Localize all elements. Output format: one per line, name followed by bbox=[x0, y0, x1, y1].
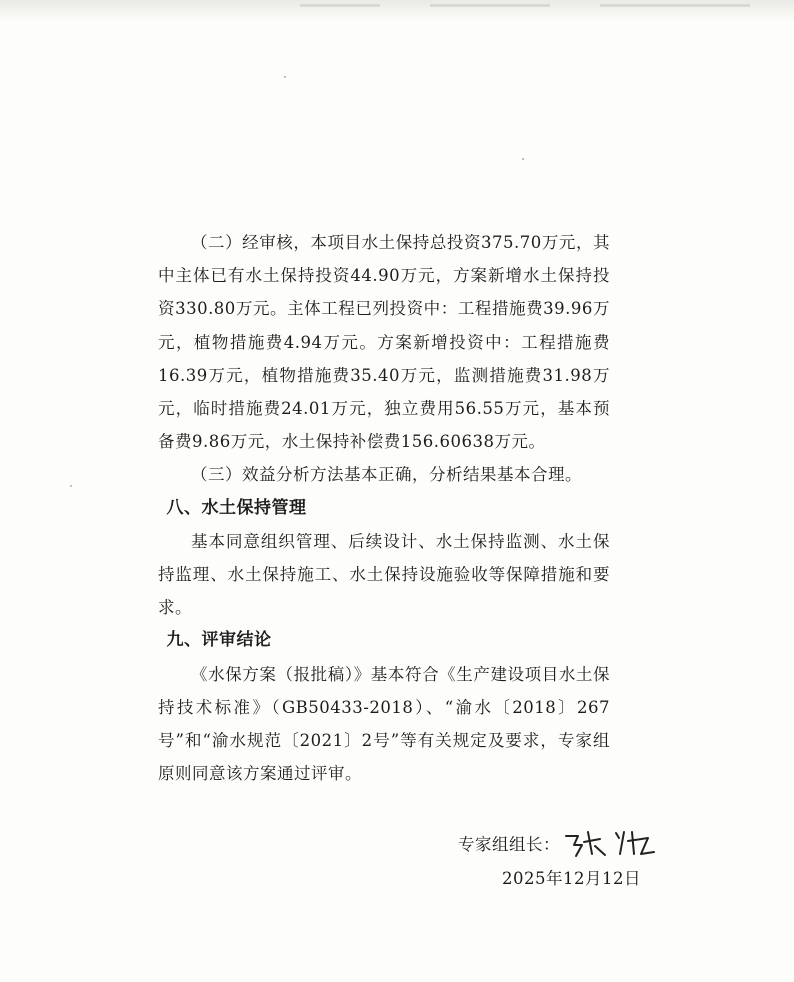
speck bbox=[70, 485, 72, 487]
handwritten-signature bbox=[562, 826, 662, 860]
speck bbox=[522, 158, 524, 160]
section-heading-conclusion: 九、评审结论 bbox=[166, 630, 272, 651]
signature-label: 专家组组长： bbox=[458, 835, 560, 854]
signature-date: 2025年12月12日 bbox=[502, 869, 641, 888]
document-body bbox=[158, 226, 610, 790]
benefit-analysis-paragraph: （三）效益分析方法基本正确，分析结果基本合理。 bbox=[191, 465, 582, 485]
section-heading-management: 八、水土保持管理 bbox=[166, 497, 307, 518]
conclusion-paragraph: 《水保方案（报批稿）》基本符合《生产建设项目水土保持技术标准》（GB50433-2018）、“渝水〔2018〕267号”和“渝水规范〔2021〕2号”等有关规定及要求，专家组原则同意该方案通过评审。 bbox=[158, 664, 610, 784]
investment-paragraph: （二）经审核，本项目水土保持总投资375.70万元，其中主体已有水土保持投资44.90万元，方案新增水土保持投资330.80万元。主体工程已列投资中：工程措施费39.96万元，植物措施费4.94万元。方案新增投资中：工程措施费16.39万元，植物措施费35.40万元，监测措施费31.98万元，临时措施费24.01万元，独立费用56.55万元，基本预备费9.86万元，水土保持补偿费156.60638万元。 bbox=[158, 233, 610, 452]
speck bbox=[284, 76, 286, 78]
scan-streak bbox=[600, 4, 750, 7]
scan-streak bbox=[430, 4, 550, 7]
signature-block bbox=[458, 826, 698, 889]
management-paragraph: 基本同意组织管理、后续设计、水土保持监测、水土保持监理、水土保持施工、水土保持设施验收等保障措施和要求。 bbox=[158, 531, 610, 618]
signature-row bbox=[458, 826, 698, 860]
scan-streak bbox=[300, 4, 380, 7]
